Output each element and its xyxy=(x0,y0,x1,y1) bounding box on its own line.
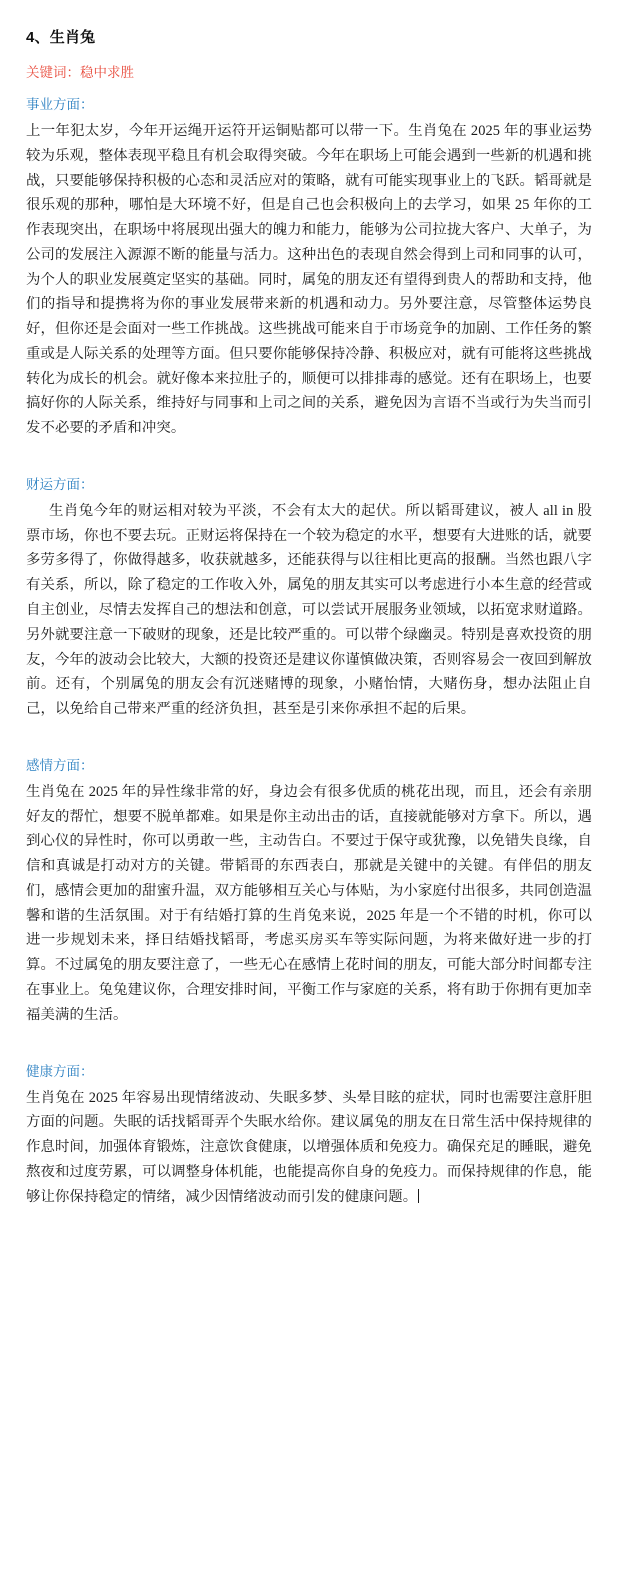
page-title: 4、生肖兔 xyxy=(26,29,96,46)
keyword-label: 关键词： xyxy=(26,65,80,80)
section-body-career: 上一年犯太岁，今年开运绳开运符开运铜贴都可以带一下。生肖兔在 2025 年的事业运势较为乐观，整体表现平稳且有机会取得突破。今年在职场上可能会遇到一些新的机遇和挑战，只要能够保持积极的心态和灵活应对的策略，就有可能实现事业上的飞跃。韬哥就是很乐观的那种，哪怕是大环境不好，但是自己也会积极向上的去学习，如果 25 年你的工作表现突出，在职场中将展现出强大的魄力和能力，能够为公司拉拢大客户、大单子，为公司的发展注入源源不断的能量与活力。这种出色的表现自然会得到上司和同事的认可，为个人的职业发展奠定坚实的基础。同时，属兔的朋友还有望得到贵人的帮助和支持，他们的指导和提携将为你的事业发展带来新的机遇和动力。另外要注意，尽管整体运势良好，但你还是会面对一些工作挑战。这些挑战可能来自于市场竞争的加剧、工作任务的繁重或是人际关系的处理等方面。但只要你能够保持冷静、积极应对，就有可能将这些挑战转化为成长的机会。就好像本来拉肚子的，顺便可以排排毒的感觉。还有在职场上，也要搞好你的人际关系，维持好与同事和上司之间的关系，避免因为言语不当或行为失当而引发不必要的矛盾和冲突。 xyxy=(26,123,592,437)
section-wealth xyxy=(26,473,592,722)
text-caret xyxy=(418,1189,419,1203)
section-career xyxy=(26,93,592,441)
section-spacer xyxy=(26,724,592,754)
section-body-health xyxy=(26,1086,592,1210)
section-spacer xyxy=(26,1030,592,1060)
section-heading-health: 健康方面： xyxy=(26,1063,94,1079)
section-health xyxy=(26,1060,592,1210)
keyword-value: 稳中求胜 xyxy=(80,65,134,80)
section-body-health-text: 生肖兔在 2025 年容易出现情绪波动、失眠多梦、头晕目眩的症状，同时也需要注意肝胆方面的问题。失眠的话找韬哥弄个失眠水给你。建议属兔的朋友在日常生活中保持规律的作息时间，加强体育锻炼，注意饮食健康，以增强体质和免疫力。确保充足的睡眠，避免熬夜和过度劳累，可以调整身体机能，也能提高你自身的免疫力。而保持规律的作息，能够让你保持稳定的情绪，减少因情绪波动而引发的健康问题。 xyxy=(26,1089,592,1205)
section-heading-wealth: 财运方面： xyxy=(26,476,94,492)
section-spacer xyxy=(26,443,592,473)
section-relationship xyxy=(26,754,592,1028)
section-heading-relationship: 感情方面： xyxy=(26,757,94,773)
section-body-wealth: 生肖兔今年的财运相对较为平淡，不会有太大的起伏。所以韬哥建议，被人 all in 股票市场，你也不要去玩。正财运将保持在一个较为稳定的水平，想要有大进账的话，就要多劳多得了，你做得越多，收获就越多，还能获得与以往相比更高的报酬。当然也跟八字有关系，所以，除了稳定的工作收入外，属兔的朋友其实可以考虑进行小本生意的经营或自主创业，尽情去发挥自己的想法和创意，可以尝试开展服务业领域，以拓宽求财道路。另外就要注意一下破财的现象，还是比较严重的。可以带个绿幽灵。特别是喜欢投资的朋友，今年的波动会比较大，大额的投资还是建议你谨慎做决策，否则容易会一夜回到解放前。还有，个别属兔的朋友会有沉迷赌博的现象，小赌怡情，大赌伤身，想办法阻止自己，以免给自己带来严重的经济负担，甚至是引来你承担不起的后果。 xyxy=(26,502,592,718)
keyword-line xyxy=(26,61,592,81)
section-body-relationship: 生肖兔在 2025 年的异性缘非常的好，身边会有很多优质的桃花出现，而且，还会有亲朋好友的帮忙，想要不脱单都难。如果是你主动出击的话，直接就能够对方拿下。所以，遇到心仪的异性时，你可以勇敢一些，主动告白。不要过于保守或犹豫，以免错失良缘，自信和真诚是打动对方的关键。带韬哥的东西表白，那就是关键中的关键。有伴侣的朋友们，感情会更加的甜蜜升温，双方能够相互关心与体贴，为小家庭付出很多，共同创造温馨和谐的生活氛围。对于有结婚打算的生肖兔来说，2025 年是一个不错的时机，你可以进一步规划未来，择日结婚找韬哥，考虑买房买车等实际问题，为将来做好进一步的打算。不过属兔的朋友要注意了，一些无心在感情上花时间的朋友，可能大部分时间都专注在事业上。兔兔建议你，合理安排时间，平衡工作与家庭的关系，将有助于你拥有更加幸福美满的生活。 xyxy=(26,783,592,1023)
section-heading-career: 事业方面： xyxy=(26,97,94,112)
